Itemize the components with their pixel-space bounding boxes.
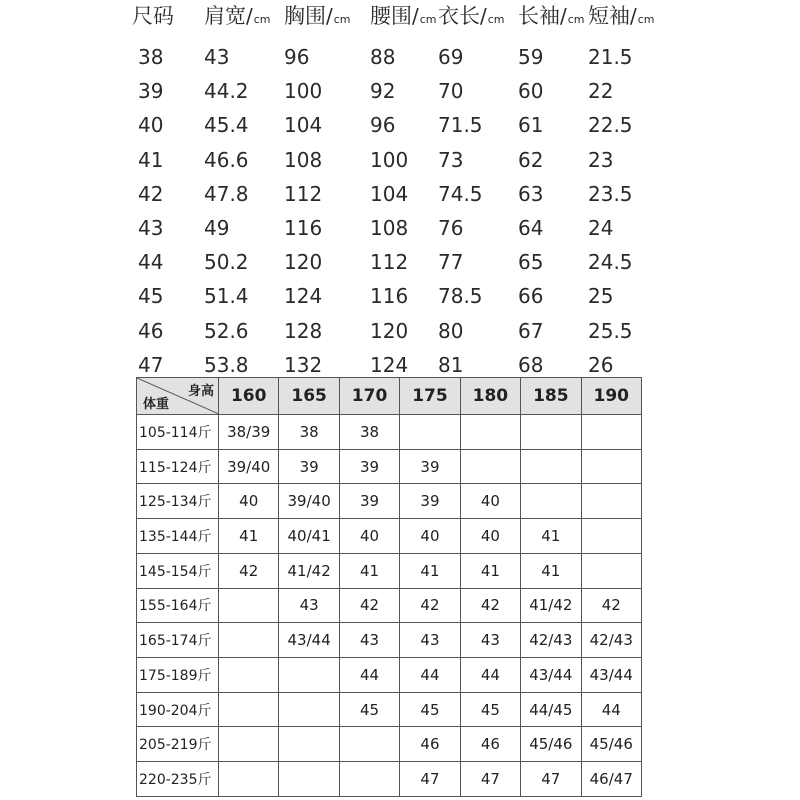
- recommended-size-cell: 39: [339, 484, 399, 519]
- size-value-cell: 53.8: [204, 352, 249, 377]
- size-value-cell: 96: [284, 45, 310, 69]
- size-header-unit: cm: [253, 13, 271, 26]
- size-value-cell: 81: [438, 352, 464, 377]
- recommended-size-cell: [279, 692, 339, 727]
- recommended-size-cell: [219, 588, 279, 623]
- recommended-size-cell: [339, 727, 399, 762]
- size-value-cell: 59: [518, 45, 544, 69]
- recommended-size-cell: 41/42: [279, 553, 339, 588]
- size-value-cell: 100: [284, 79, 323, 104]
- fit-row: [137, 588, 642, 623]
- size-header-label: 尺码: [132, 4, 174, 28]
- recommended-size-cell: [339, 762, 399, 797]
- size-header-cell: [588, 0, 655, 36]
- size-value-cell: 62: [518, 147, 544, 172]
- recommended-size-cell: 42: [460, 588, 520, 623]
- height-header-cell: 160: [219, 378, 279, 415]
- recommended-size-cell: 39: [339, 449, 399, 484]
- size-value-cell: 43: [204, 45, 230, 69]
- size-value-cell: 63: [518, 181, 544, 206]
- size-value-cell: 100: [370, 147, 409, 172]
- size-value-cell: 76: [438, 216, 464, 240]
- size-value-cell: 116: [370, 284, 409, 309]
- size-code-cell: 47: [138, 352, 164, 377]
- unit-slash: /: [326, 4, 333, 28]
- fit-row: [137, 727, 642, 762]
- size-header-cell: [204, 0, 271, 36]
- size-value-cell: 112: [370, 250, 409, 275]
- recommended-size-cell: [400, 415, 460, 450]
- size-value-cell: 92: [370, 79, 396, 104]
- recommended-size-cell: 43: [279, 588, 339, 623]
- unit-slash: /: [412, 4, 419, 28]
- size-value-cell: 77: [438, 250, 464, 275]
- recommended-size-cell: 42/43: [581, 623, 641, 658]
- size-value-cell: 45.4: [204, 113, 249, 138]
- weight-range-cell: 165-174斤: [137, 623, 219, 658]
- recommended-size-cell: [219, 658, 279, 693]
- recommended-size-cell: [460, 449, 520, 484]
- recommended-size-cell: 43: [460, 623, 520, 658]
- size-value-cell: 52.6: [204, 318, 249, 343]
- size-header-cell: [438, 0, 505, 36]
- size-value-cell: 120: [370, 318, 409, 343]
- weight-range-cell: 105-114斤: [137, 415, 219, 450]
- size-code-cell: 41: [138, 147, 164, 172]
- size-row: [0, 178, 800, 210]
- size-row: [0, 246, 800, 278]
- recommended-size-cell: 46: [460, 727, 520, 762]
- recommended-size-cell: 42: [339, 588, 399, 623]
- size-value-cell: 96: [370, 113, 396, 138]
- fit-row: [137, 623, 642, 658]
- size-header-cell: [284, 0, 351, 36]
- size-row: [0, 349, 800, 381]
- size-code-cell: 39: [138, 79, 164, 104]
- size-code-cell: 45: [138, 284, 164, 309]
- fit-row: [137, 415, 642, 450]
- size-value-cell: 104: [370, 181, 409, 206]
- size-header-label: 长袖: [518, 4, 560, 28]
- recommended-size-cell: 39: [400, 484, 460, 519]
- recommended-size-cell: [219, 762, 279, 797]
- size-code-cell: 44: [138, 250, 164, 275]
- recommended-size-cell: 40: [400, 519, 460, 554]
- size-value-cell: 47.8: [204, 181, 249, 206]
- recommended-size-cell: 47: [400, 762, 460, 797]
- size-header-label: 短袖: [588, 4, 630, 28]
- size-value-cell: 50.2: [204, 250, 249, 275]
- height-header-cell: 170: [339, 378, 399, 415]
- height-header-cell: 190: [581, 378, 641, 415]
- size-value-cell: 22: [588, 79, 614, 104]
- recommended-size-cell: 40/41: [279, 519, 339, 554]
- size-row: [0, 41, 800, 73]
- size-header-unit: cm: [637, 13, 655, 26]
- weight-range-cell: 175-189斤: [137, 658, 219, 693]
- weight-range-cell: 155-164斤: [137, 588, 219, 623]
- recommended-size-cell: [521, 449, 581, 484]
- fit-row: [137, 449, 642, 484]
- fit-row: [137, 762, 642, 797]
- size-header-label: 胸围: [284, 4, 326, 28]
- size-value-cell: 65: [518, 250, 544, 275]
- recommended-size-cell: 43: [339, 623, 399, 658]
- size-value-cell: 124: [370, 352, 409, 377]
- weight-range-cell: 205-219斤: [137, 727, 219, 762]
- size-value-cell: 73: [438, 147, 464, 172]
- weight-range-cell: 220-235斤: [137, 762, 219, 797]
- size-value-cell: 71.5: [438, 113, 483, 138]
- recommended-size-cell: 44: [460, 658, 520, 693]
- recommended-size-cell: 43: [400, 623, 460, 658]
- fit-row: [137, 484, 642, 519]
- size-value-cell: 88: [370, 45, 396, 69]
- recommended-size-cell: [279, 658, 339, 693]
- size-value-cell: 128: [284, 318, 323, 343]
- recommended-size-cell: 38: [339, 415, 399, 450]
- recommended-size-cell: 43/44: [581, 658, 641, 693]
- size-value-cell: 66: [518, 284, 544, 309]
- recommended-size-cell: 38: [279, 415, 339, 450]
- recommended-size-cell: 40: [460, 519, 520, 554]
- recommended-size-cell: 43/44: [279, 623, 339, 658]
- size-value-cell: 112: [284, 181, 323, 206]
- recommended-size-cell: [219, 692, 279, 727]
- weight-range-cell: 190-204斤: [137, 692, 219, 727]
- size-value-cell: 23: [588, 147, 614, 172]
- recommended-size-cell: [581, 484, 641, 519]
- recommended-size-cell: 47: [460, 762, 520, 797]
- size-value-cell: 61: [518, 113, 544, 138]
- size-value-cell: 132: [284, 352, 323, 377]
- recommended-size-cell: 44: [400, 658, 460, 693]
- recommended-size-cell: 44/45: [521, 692, 581, 727]
- height-header-cell: 175: [400, 378, 460, 415]
- size-header-row: [0, 0, 800, 32]
- size-code-cell: 43: [138, 216, 164, 240]
- recommended-size-cell: 45/46: [581, 727, 641, 762]
- fit-row: [137, 519, 642, 554]
- recommended-size-cell: 38/39: [219, 415, 279, 450]
- height-header-cell: 185: [521, 378, 581, 415]
- size-value-cell: 69: [438, 45, 464, 69]
- size-row: [0, 280, 800, 312]
- recommended-size-cell: 39: [400, 449, 460, 484]
- recommended-size-cell: 41: [521, 519, 581, 554]
- size-row: [0, 144, 800, 176]
- unit-slash: /: [246, 4, 253, 28]
- recommended-size-cell: [219, 727, 279, 762]
- recommended-size-cell: [279, 762, 339, 797]
- size-value-cell: 46.6: [204, 147, 249, 172]
- size-code-cell: 46: [138, 318, 164, 343]
- size-value-cell: 67: [518, 318, 544, 343]
- size-value-cell: 108: [284, 147, 323, 172]
- recommended-size-cell: [521, 484, 581, 519]
- recommended-size-cell: 42: [400, 588, 460, 623]
- size-header-cell: [518, 0, 585, 36]
- size-value-cell: 68: [518, 352, 544, 377]
- size-header-label: 衣长: [438, 4, 480, 28]
- fit-row: [137, 692, 642, 727]
- recommended-size-cell: 46: [400, 727, 460, 762]
- size-code-cell: 42: [138, 181, 164, 206]
- size-header-cell: [132, 0, 174, 32]
- size-header-unit: cm: [567, 13, 585, 26]
- size-value-cell: 120: [284, 250, 323, 275]
- size-value-cell: 25.5: [588, 318, 633, 343]
- size-value-cell: 49: [204, 216, 230, 240]
- recommended-size-cell: [581, 553, 641, 588]
- corner-weight-label: 体重: [143, 397, 170, 412]
- recommended-size-cell: [279, 727, 339, 762]
- size-value-cell: 124: [284, 284, 323, 309]
- size-header-unit: cm: [419, 13, 437, 26]
- recommended-size-cell: 45: [400, 692, 460, 727]
- size-value-cell: 26: [588, 352, 614, 377]
- unit-slash: /: [630, 4, 637, 28]
- weight-range-cell: 125-134斤: [137, 484, 219, 519]
- size-value-cell: 64: [518, 216, 544, 240]
- height-weight-fit-table: [136, 377, 642, 797]
- unit-slash: /: [560, 4, 567, 28]
- size-value-cell: 80: [438, 318, 464, 343]
- recommended-size-cell: 41: [219, 519, 279, 554]
- weight-range-cell: 145-154斤: [137, 553, 219, 588]
- recommended-size-cell: 40: [339, 519, 399, 554]
- size-value-cell: 60: [518, 79, 544, 104]
- recommended-size-cell: [219, 623, 279, 658]
- recommended-size-cell: 41/42: [521, 588, 581, 623]
- corner-cell: [137, 378, 219, 415]
- fit-row: [137, 658, 642, 693]
- recommended-size-cell: 41: [460, 553, 520, 588]
- size-value-cell: 24.5: [588, 250, 633, 275]
- size-header-label: 肩宽: [204, 4, 246, 28]
- fit-row: [137, 553, 642, 588]
- unit-slash: /: [480, 4, 487, 28]
- recommended-size-cell: [521, 415, 581, 450]
- size-value-cell: 74.5: [438, 181, 483, 206]
- recommended-size-cell: 41: [339, 553, 399, 588]
- size-header-unit: cm: [487, 13, 505, 26]
- size-row: [0, 315, 800, 347]
- recommended-size-cell: 44: [581, 692, 641, 727]
- size-row: [0, 109, 800, 141]
- size-row: [0, 75, 800, 107]
- recommended-size-cell: 45/46: [521, 727, 581, 762]
- size-value-cell: 25: [588, 284, 614, 309]
- size-header-unit: cm: [333, 13, 351, 26]
- recommended-size-cell: 39/40: [279, 484, 339, 519]
- size-value-cell: 108: [370, 216, 409, 240]
- size-value-cell: 78.5: [438, 284, 483, 309]
- height-header-cell: 180: [460, 378, 520, 415]
- recommended-size-cell: 42/43: [521, 623, 581, 658]
- weight-range-cell: 115-124斤: [137, 449, 219, 484]
- size-value-cell: 70: [438, 79, 464, 104]
- recommended-size-cell: 46/47: [581, 762, 641, 797]
- size-value-cell: 104: [284, 113, 323, 138]
- weight-range-cell: 135-144斤: [137, 519, 219, 554]
- height-header-cell: 165: [279, 378, 339, 415]
- recommended-size-cell: 41: [400, 553, 460, 588]
- corner-height-label: 身高: [187, 384, 214, 399]
- size-value-cell: 116: [284, 216, 323, 240]
- recommended-size-cell: 47: [521, 762, 581, 797]
- recommended-size-cell: 40: [219, 484, 279, 519]
- recommended-size-cell: [581, 449, 641, 484]
- recommended-size-cell: 42: [219, 553, 279, 588]
- recommended-size-cell: [460, 415, 520, 450]
- size-value-cell: 22.5: [588, 113, 633, 138]
- size-header-label: 腰围: [370, 4, 412, 28]
- size-value-cell: 23.5: [588, 181, 633, 206]
- recommended-size-cell: [581, 415, 641, 450]
- size-code-cell: 40: [138, 113, 164, 138]
- recommended-size-cell: 42: [581, 588, 641, 623]
- recommended-size-cell: 40: [460, 484, 520, 519]
- recommended-size-cell: 39/40: [219, 449, 279, 484]
- size-row: [0, 212, 800, 244]
- recommended-size-cell: 43/44: [521, 658, 581, 693]
- size-header-cell: [370, 0, 437, 36]
- recommended-size-cell: 41: [521, 553, 581, 588]
- size-value-cell: 44.2: [204, 79, 249, 104]
- size-value-cell: 21.5: [588, 45, 633, 69]
- fit-header-row: [137, 378, 642, 415]
- size-value-cell: 51.4: [204, 284, 249, 309]
- recommended-size-cell: 45: [339, 692, 399, 727]
- recommended-size-cell: 44: [339, 658, 399, 693]
- recommended-size-cell: [581, 519, 641, 554]
- recommended-size-cell: 45: [460, 692, 520, 727]
- size-code-cell: 38: [138, 45, 164, 69]
- recommended-size-cell: 39: [279, 449, 339, 484]
- size-value-cell: 24: [588, 216, 614, 240]
